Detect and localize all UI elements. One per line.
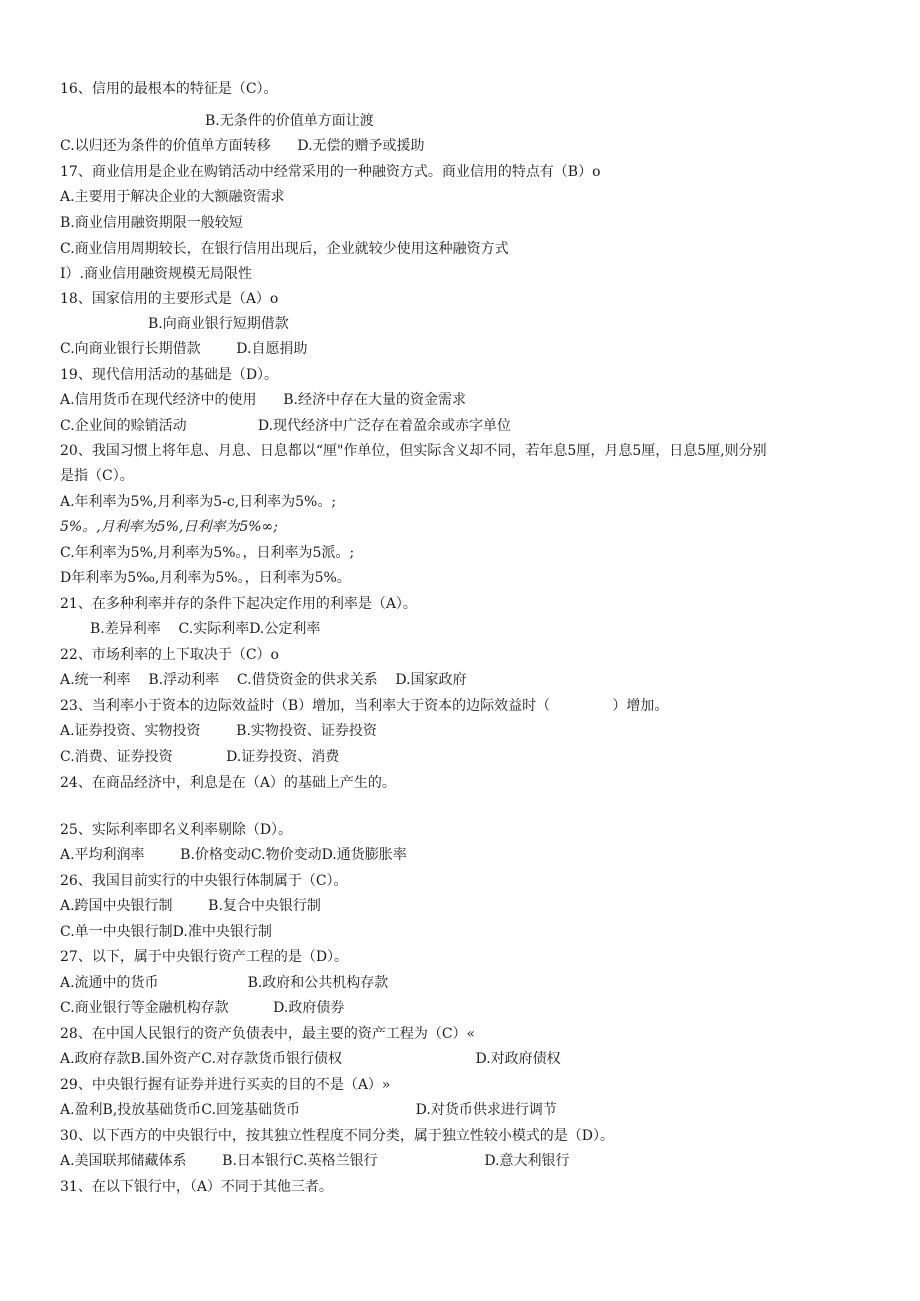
- question-20: 20、我国习惯上将年息、月息、日息都以“厘"作单位，但实际含义却不同，若年息5厘，月息5厘，日息5厘,则分别: [60, 443, 767, 459]
- option-line: I）.商业信用融资规模无局限性: [60, 266, 252, 282]
- option-line: A.政府存款B.国外资产C.对存款货币银行债权 D.对政府债权: [60, 1051, 561, 1067]
- question-30: 30、以下西方的中央银行中，按其独立性程度不同分类，属于独立性较小模式的是（D）。: [60, 1128, 615, 1144]
- option-line: C.年利率为5%,月利率为5%。，日利率为5派。;: [60, 545, 355, 561]
- option-line: 5%。,月利率为5%,日利率为5%∞;: [60, 519, 278, 535]
- option-line: C.向商业银行长期借款 D.自愿捐助: [60, 341, 308, 357]
- option-line: C.商业信用周期较长，在银行信用出现后，企业就较少使用这种融资方式: [60, 241, 509, 257]
- option-line: C.商业银行等金融机构存款 D.政府债券: [60, 1000, 345, 1016]
- question-28: 28、在中国人民银行的资产负债表中，最主要的资产工程为（C）«: [60, 1026, 476, 1042]
- option-line: C.消费、证券投资 D.证券投资、消费: [60, 749, 340, 765]
- option-line: C.以归还为条件的价值单方面转移 D.无偿的赠予或援助: [60, 138, 425, 154]
- option-line: A.信用货币在现代经济中的使用 B.经济中存在大量的资金需求: [60, 392, 466, 408]
- option-line: C.单一中央银行制D.准中央银行制: [60, 924, 272, 940]
- question-19: 19、现代信用活动的基础是（D）。: [60, 367, 279, 383]
- option-line: B.差异利率 C.实际利率D.公定利率: [90, 621, 321, 637]
- question-22: 22、市场利率的上下取决于（C）o: [60, 647, 279, 663]
- option-line: A.流通中的货币 B.政府和公共机构存款: [60, 975, 389, 991]
- question-18: 18、国家信用的主要形式是（A）o: [60, 291, 279, 307]
- option-line: A.美国联邦储藏体系 B.日本银行C.英格兰银行 D.意大利银行: [60, 1153, 570, 1169]
- question-20-cont: 是指（C）。: [60, 468, 134, 484]
- option-line: A.盈利B,投放基础货币C.回笼基础货币 D.对货币供求进行调节: [60, 1102, 557, 1118]
- option-line: A.平均利润率 B.价格变动C.物价变动D.通货膨胀率: [60, 847, 407, 863]
- option-line: D年利率为5‰,月利率为5%。，日利率为5%。: [60, 570, 351, 586]
- question-29: 29、中央银行握有证券并进行买卖的目的不是（A）»: [60, 1077, 391, 1093]
- option-line: B.向商业银行短期借款: [148, 316, 289, 332]
- question-16: 16、信用的最根本的特征是（C）。: [60, 81, 278, 97]
- question-24: 24、在商品经济中，利息是在（A）的基础上产生的。: [60, 775, 396, 791]
- option-line: B.无条件的价值单方面让渡: [205, 113, 374, 129]
- question-27: 27、以下，属于中央银行资产工程的是（D）。: [60, 949, 349, 965]
- question-25: 25、实际利率即名义利率剔除（D）。: [60, 822, 293, 838]
- question-21: 21、在多种利率并存的条件下起决定作用的利率是（A）。: [60, 596, 417, 612]
- option-line: A.证券投资、实物投资 B.实物投资、证券投资: [60, 723, 377, 739]
- option-line: C.企业间的赊销活动 D.现代经济中广泛存在着盈余或赤字单位: [60, 418, 512, 434]
- option-line: B.商业信用融资期限一般较短: [60, 215, 243, 231]
- question-26: 26、我国目前实行的中央银行体制属于（C）。: [60, 873, 348, 889]
- option-line: A.年利率为5%,月利率为5-c,日利率为5%。;: [60, 494, 337, 510]
- question-17: 17、商业信用是企业在购销活动中经常采用的一种融资方式。商业信用的特点有（B）o: [60, 164, 601, 180]
- option-line: A.统一利率 B.浮动利率 C.借贷资金的供求关系 D.国家政府: [60, 672, 467, 688]
- option-line: A.跨国中央银行制 B.复合中央银行制: [60, 898, 321, 914]
- question-31: 31、在以下银行中，（A）不同于其他三者。: [60, 1179, 333, 1195]
- question-23: 23、当利率小于资本的边际效益时（B）增加，当利率大于资本的边际效益时（ ）增加。: [60, 698, 669, 714]
- option-line: A.主要用于解决企业的大额融资需求: [60, 189, 285, 205]
